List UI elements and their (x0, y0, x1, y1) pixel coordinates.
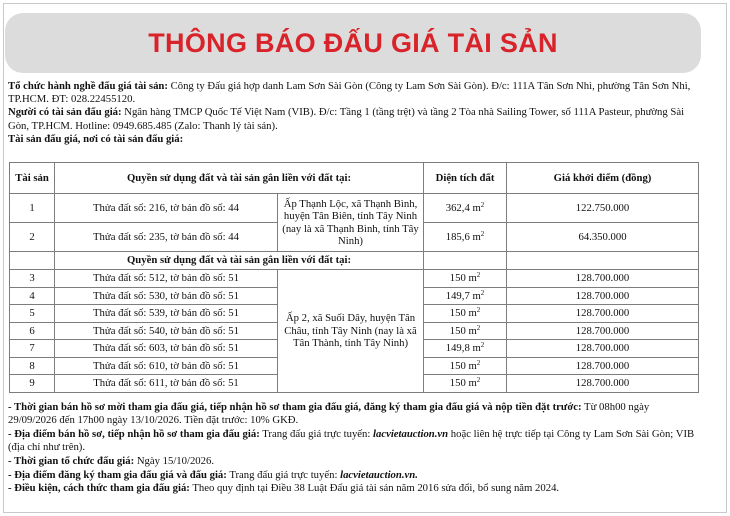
auction-time-paragraph (8, 455, 698, 468)
table-row (10, 270, 699, 288)
row-area: 150 $m^2$ (424, 305, 507, 323)
row-parcel: Thửa đất số: 216, tờ bản đồ số: 44 (55, 194, 278, 223)
conditions-paragraph (8, 482, 698, 495)
row-no: 4 (10, 287, 55, 305)
conditions-text: Theo quy định tại Điều 38 Luật Đấu giá tài sản năm 2016 sửa đổi, bổ sung năm 2024. (189, 482, 560, 495)
row-parcel: Thửa đất số: 603, tờ bản đồ số: 51 (55, 340, 278, 358)
owner-text: Ngân hàng TMCP Quốc Tế Việt Nam (VIB). Đ/c: Tầng 1 (tầng trệt) và tầng 2 Tòa nhà Sailing Tower, số 111A Pasteur, phường Sài Gòn, TP.HCM. Hotline: 0949.685.485 (Zalo: Thanh lý tài sản). (8, 106, 685, 132)
title-banner (5, 13, 701, 73)
row-no: 8 (10, 357, 55, 375)
header-price: Giá khởi điểm (đồng) (507, 163, 699, 194)
group1-location: Ấp Thạnh Lộc, xã Thạnh Bình, huyện Tân Biên, tỉnh Tây Ninh (nay là xã Thạnh Bình, tỉnh Tây Ninh) (278, 194, 424, 252)
row-no: 5 (10, 305, 55, 323)
row-no: 2 (10, 223, 55, 252)
row-no: 9 (10, 375, 55, 393)
time-sale-text: Từ 08h00 ngày 29/09/2026 đến 17h00 ngày 13/10/2026. Tiền đặt trước: 10% GKĐ. (8, 401, 650, 427)
row-no: 1 (10, 194, 55, 223)
row-area: 150 $m^2$ (424, 375, 507, 393)
row-area: 149,8 $m^2$ (424, 340, 507, 358)
row-parcel: Thửa đất số: 539, tờ bản đồ số: 51 (55, 305, 278, 323)
section-row (10, 252, 699, 270)
organizer-text: Công ty Đấu giá hợp danh Lam Sơn Sài Gòn (Công ty Lam Sơn Sài Gòn). Đ/c: 111A Tân Sơn Nhì, phường Tân Sơn Nhì, TP.HCM. ĐT: 028.22455120. (8, 80, 691, 106)
assets-table (9, 162, 699, 393)
row-no: 6 (10, 322, 55, 340)
header-no: Tài sản (10, 163, 55, 194)
row-price: 64.350.000 (507, 223, 699, 252)
auction-time-label: - Thời gian tổ chức đấu giá: (8, 454, 135, 467)
row-price: 128.700.000 (507, 375, 699, 393)
row-area: 150 $m^2$ (424, 270, 507, 288)
header-area: Diện tích đất (424, 163, 507, 194)
row-area: 149,7 $m^2$ (424, 287, 507, 305)
row-parcel: Thửa đất số: 235, tờ bản đồ số: 44 (55, 223, 278, 252)
row-no: 3 (10, 270, 55, 288)
auction-time-text: Ngày 15/10/2026. (134, 454, 215, 467)
row-area: 150 $m^2$ (424, 357, 507, 375)
page-title: THÔNG BÁO ĐẤU GIÁ TÀI SẢN (148, 27, 558, 58)
auction-site-link[interactable]: lacvietauction.vn (373, 427, 449, 440)
organizer-paragraph (8, 80, 698, 106)
auction-site-link[interactable]: lacvietauction.vn. (340, 468, 418, 481)
conditions-label: - Điều kiện, cách thức tham gia đấu giá: (8, 482, 190, 495)
row-price: 128.700.000 (507, 270, 699, 288)
row-parcel: Thửa đất số: 611, tờ bản đồ số: 51 (55, 375, 278, 393)
place-sale-label: - Địa điểm bán hồ sơ, tiếp nhận hồ sơ tham gia đấu giá: (8, 427, 260, 440)
notice-intro (8, 80, 698, 146)
row-price: 122.750.000 (507, 194, 699, 223)
table-row (10, 194, 699, 223)
row-price: 128.700.000 (507, 287, 699, 305)
auction-place-label: - Địa điểm đăng ký tham gia đấu giá và đấu giá: (8, 468, 227, 481)
row-area: 362,4 $m^2$ (424, 194, 507, 223)
row-area: 150 $m^2$ (424, 322, 507, 340)
row-area: 185,6 $m^2$ (424, 223, 507, 252)
row-price: 128.700.000 (507, 322, 699, 340)
row-parcel: Thửa đất số: 540, tờ bản đồ số: 51 (55, 322, 278, 340)
header-rights: Quyền sử dụng đất và tài sản gắn liền với đất tại: (55, 163, 424, 194)
row-parcel: Thửa đất số: 610, tờ bản đồ số: 51 (55, 357, 278, 375)
row-price: 128.700.000 (507, 305, 699, 323)
notice-footer (8, 401, 698, 496)
organizer-label: Tổ chức hành nghề đấu giá tài sản: (8, 80, 168, 92)
section-label: Quyền sử dụng đất và tài sản gắn liền với đất tại: (55, 252, 424, 270)
row-parcel: Thửa đất số: 530, tờ bản đồ số: 51 (55, 287, 278, 305)
owner-label: Người có tài sản đấu giá: (8, 106, 122, 119)
row-price: 128.700.000 (507, 357, 699, 375)
auction-place-paragraph: - Địa điểm đăng ký tham gia đấu giá và đấu giá: Trang đấu giá trực tuyến: lacvietauction.vn. (8, 468, 418, 481)
time-sale-paragraph (8, 401, 698, 427)
row-parcel: Thửa đất số: 512, tờ bản đồ số: 51 (55, 270, 278, 288)
group2-location: Ấp 2, xã Suối Dây, huyện Tân Châu, tỉnh Tây Ninh (nay là xã Tân Thành, tỉnh Tây Ninh) (278, 270, 424, 393)
row-no: 7 (10, 340, 55, 358)
owner-paragraph (8, 106, 698, 132)
place-sale-paragraph: - Địa điểm bán hồ sơ, tiếp nhận hồ sơ tham gia đấu giá: Trang đấu giá trực tuyến: lacvietauction.vn hoặc liên hệ trực tiếp tại Công ty Lam Sơn Sài Gòn; VIB (địa chỉ như trên). (8, 427, 695, 454)
time-sale-label: - Thời gian bán hồ sơ mời tham gia đấu giá, tiếp nhận hồ sơ tham gia đấu giá, đăng ký tham gia đấu giá và nộp tiền đặt trước: (8, 401, 582, 413)
row-price: 128.700.000 (507, 340, 699, 358)
assets-heading: Tài sản đấu giá, nơi có tài sản đấu giá: (8, 132, 184, 145)
